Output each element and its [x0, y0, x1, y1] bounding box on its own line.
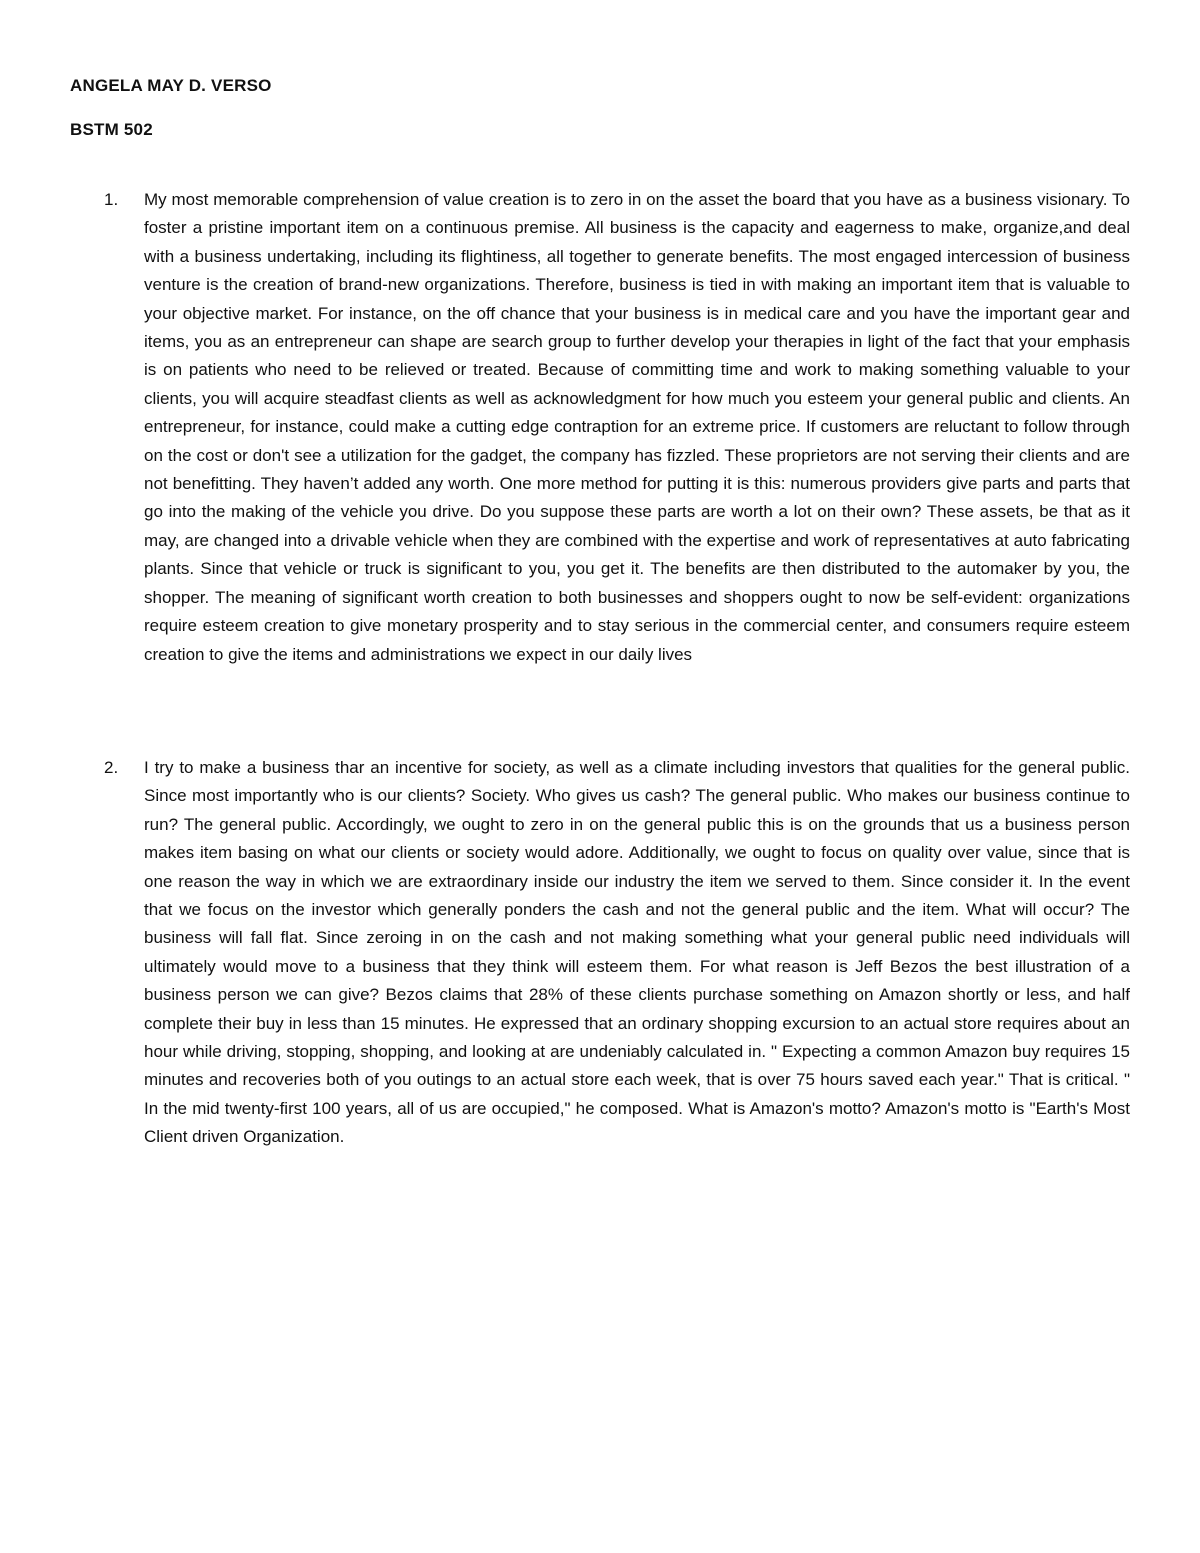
- answer-item-1: [70, 186, 1130, 669]
- answer-number: 2.: [104, 758, 119, 777]
- answer-number: 1.: [104, 190, 119, 209]
- answer-item-2: [70, 754, 1130, 1152]
- course-code: BSTM 502: [70, 120, 153, 139]
- answer-text: My most memorable comprehension of value creation is to zero in on the asset the board that you have as a business visionary. To foster a pristine important item on a continuous premise. All business is the capacity and eagerness to make, organize,and deal with a business undertaking, including its flightiness, all together to generate benefits. The most engaged intercession of business venture is the creation of brand-new organizations. Therefore, business is tied in with making an important item that is valuable to your objective market. For instance, on the off chance that your business is in medical care and you have the important gear and items, you as an entrepreneur can shape are search group to further develop your therapies in light of the fact that your emphasis is on patients who need to be relieved or treated. Because of committing time and work to making something valuable to your clients, you will acquire steadfast clients as well as acknowledgment for how much you esteem your general public and clients. An entrepreneur, for instance, could make a cutting edge contraption for an extreme price. If customers are reluctant to follow through on the cost or don't see a utilization for the gadget, the company has fizzled. These proprietors are not serving their clients and are not benefitting. They haven’t added any worth. One more method for putting it is this: numerous providers give parts and parts that go into the making of the vehicle you drive. Do you suppose these parts are worth a lot on their own? These assets, be that as it may, are changed into a drivable vehicle when they are combined with the expertise and work of representatives at auto fabricating plants. Since that vehicle or truck is significant to you, you get it. The benefits are then distributed to the automaker by you, the shopper. The meaning of significant worth creation to both businesses and shoppers ought to now be self-evident: organizations require esteem creation to give monetary prosperity and to stay serious in the commercial center, and consumers require esteem creation to give the items and administrations we expect in our daily lives: [144, 190, 1130, 664]
- author-name: ANGELA MAY D. VERSO: [70, 76, 272, 95]
- answer-text: I try to make a business thar an incentive for society, as well as a climate including investors that qualities for the general public. Since most importantly who is our clients? Society. Who gives us cash? The general public. Who makes our business continue to run? The general public. Accordingly, we ought to zero in on the general public this is on the grounds that us a business person makes item basing on what our clients or society would adore. Additionally, we ought to focus on quality over value, since that is one reason the way in which we are extraordinary inside our industry the item we served to them. Since consider it. In the event that we focus on the investor which generally ponders the cash and not the general public and the item. What will occur? The business will fall flat. Since zeroing in on the cash and not making something what your general public need individuals will ultimately would move to a business that they think will esteem them. For what reason is Jeff Bezos the best illustration of a business person we can give? Bezos claims that 28% of these clients purchase something on Amazon shortly or less, and half complete their buy in less than 15 minutes. He expressed that an ordinary shopping excursion to an actual store requires about an hour while driving, stopping, shopping, and looking at are undeniably calculated in. " Expecting a common Amazon buy requires 15 minutes and recoveries both of you outings to an actual store each week, that is over 75 hours saved each year." That is critical. " In the mid twenty-first 100 years, all of us are occupied," he composed. What is Amazon's motto? Amazon's motto is "Earth's Most Client driven Organization.: [144, 758, 1130, 1147]
